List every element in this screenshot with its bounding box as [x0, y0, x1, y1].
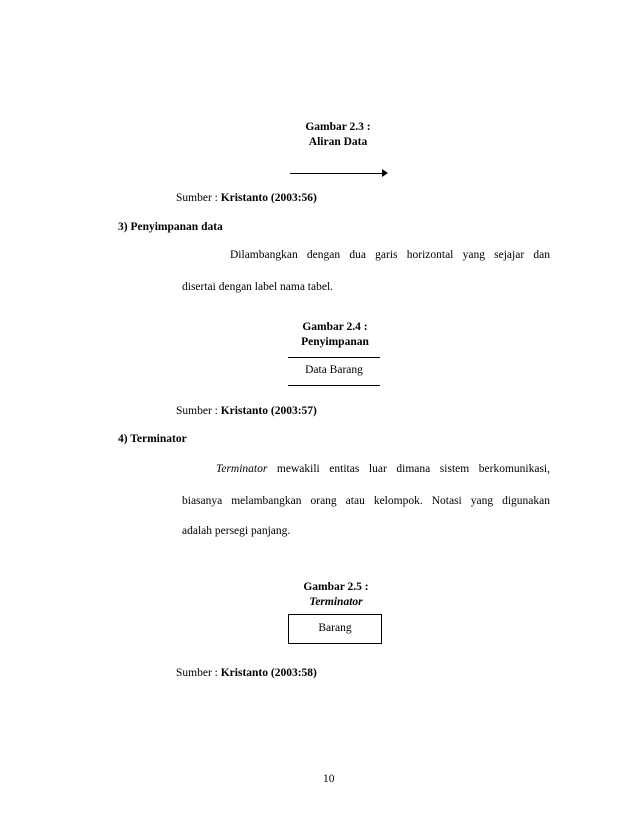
figure-2-5-caption: [276, 580, 396, 610]
figure-2-4-source: Sumber : Kristanto (2003:57): [176, 405, 317, 417]
figure-2-3-source: Sumber : Kristanto (2003:56): [176, 192, 317, 204]
section-4-paragraph-line-2: biasanya melambangkan orang atau kelompok. Notasi yang digunakan: [182, 495, 550, 507]
figure-2-5-subtitle: Terminator: [309, 596, 363, 608]
section-3-heading: 3) Penyimpanan data: [118, 221, 223, 233]
data-store-bottom-line: [288, 385, 380, 386]
section-3-paragraph-line-2: disertai dengan label nama tabel.: [182, 281, 334, 293]
figure-2-4-subtitle: Penyimpanan: [301, 336, 369, 348]
figure-2-4-caption: [276, 320, 394, 350]
section-3-paragraph-line-1: Dilambangkan dengan dua garis horizontal yang sejajar dan: [230, 249, 550, 261]
figure-2-3-subtitle: Aliran Data: [308, 136, 368, 148]
figure-2-4-title: Gambar 2.4 :: [302, 321, 368, 333]
section-4-paragraph-line-1: Terminator mewakili entitas luar dimana sistem berkomunikasi,: [216, 463, 550, 475]
figure-2-5-source: Sumber : Kristanto (2003:58): [176, 667, 317, 679]
figure-2-3-title: Gambar 2.3 :: [305, 121, 371, 133]
figure-2-3-caption: [278, 120, 398, 150]
data-flow-arrow-line: [290, 173, 382, 174]
section-4-paragraph-line-3: adalah persegi panjang.: [182, 525, 291, 537]
section-4-heading: 4) Terminator: [118, 433, 187, 445]
figure-2-5-title: Gambar 2.5 :: [303, 581, 369, 593]
terminator-label: Barang: [318, 622, 352, 634]
data-store-label: Data Barang: [305, 364, 363, 376]
arrow-head-icon: [382, 169, 388, 177]
page-number: 10: [323, 773, 335, 785]
terminator-box: [288, 614, 382, 644]
data-store-top-line: [288, 357, 380, 358]
